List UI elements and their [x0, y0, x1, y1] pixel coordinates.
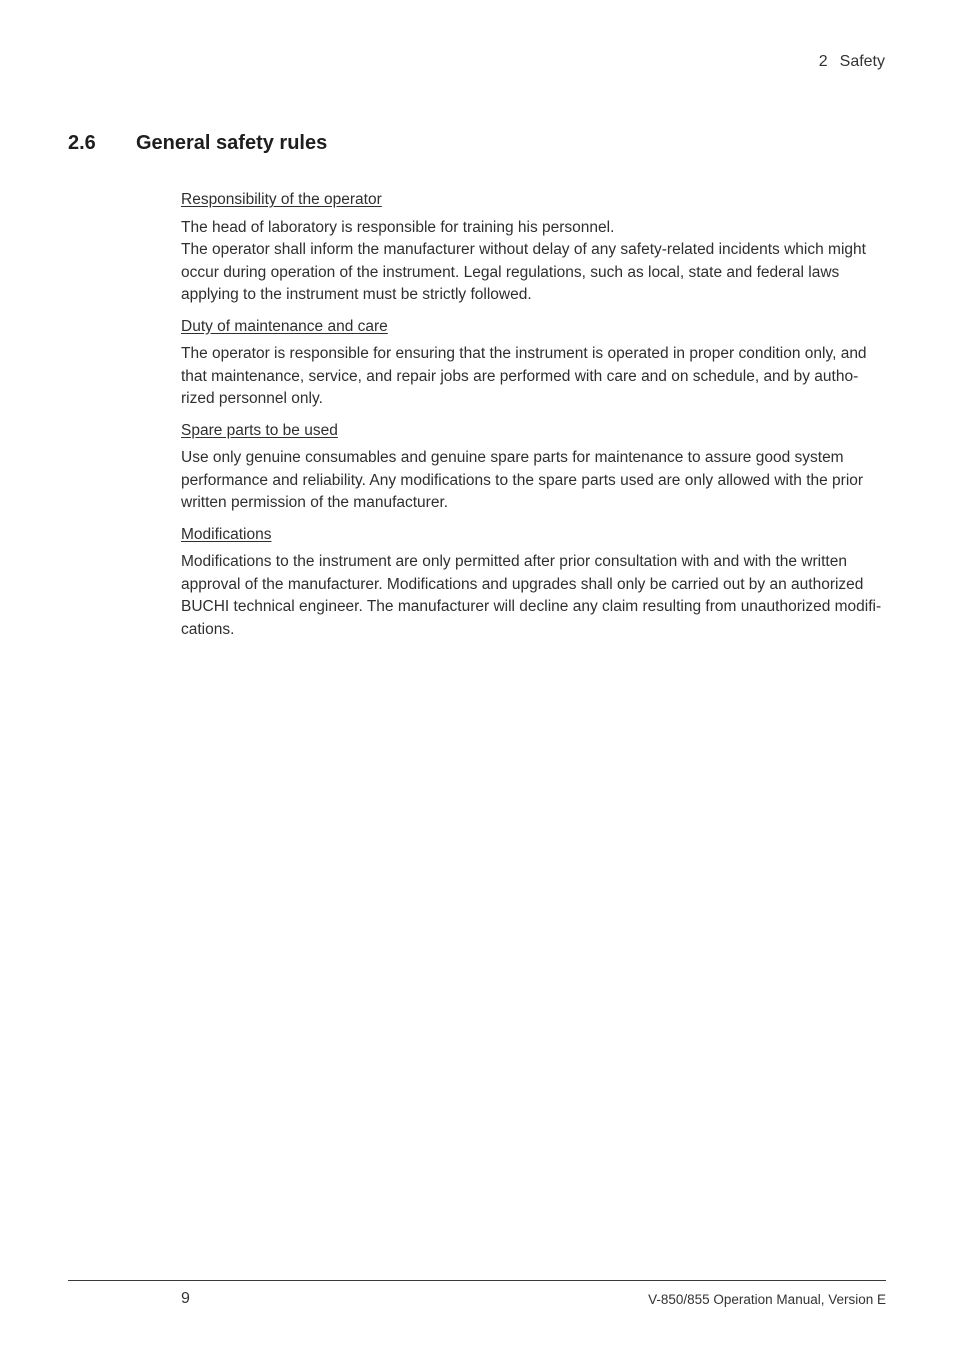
text-line: approval of the manufacturer. Modifications and upgrades shall only be carried out by an authorized [181, 575, 864, 593]
text-line: rized personnel only. [181, 390, 323, 407]
text-line: cations. [181, 620, 235, 638]
paragraph-spare-parts [181, 447, 886, 515]
paragraph-maintenance [181, 343, 886, 411]
text-line: performance and reliability. Any modifications to the spare parts used are only allowed with the prior [181, 471, 864, 489]
footer-document-title: V-850/855 Operation Manual, Version E [648, 1292, 886, 1307]
block-modifications [181, 524, 886, 642]
paragraph-responsibility [181, 217, 886, 307]
paragraph-modifications [181, 551, 886, 641]
block-duty-of-maintenance [181, 316, 886, 411]
text-line: The operator shall inform the manufacturer without delay of any safety-related incidents which might [181, 241, 866, 258]
text-line: applying to the instrument must be strictly followed. [181, 286, 532, 303]
section-heading [68, 132, 327, 155]
text-line: written permission of the manufacturer. [181, 494, 449, 511]
subheading-maintenance: Duty of maintenance and care [181, 317, 388, 335]
subheading-spare-parts: Spare parts to be used [181, 421, 338, 439]
text-line: occur during operation of the instrument. Legal regulations, such as local, state and federal laws [181, 263, 840, 281]
text-line: that maintenance, service, and repair jobs are performed with care and on schedule, and by autho- [181, 367, 859, 385]
text-line: The head of laboratory is responsible for training his personnel. [181, 218, 615, 236]
block-responsibility-of-operator [181, 189, 886, 307]
text-line: BUCHI technical engineer. The manufacturer will decline any claim resulting from unauthorized modifi- [181, 598, 882, 615]
footer-divider [68, 1280, 886, 1281]
chapter-number: 2 [818, 53, 828, 70]
section-title: General safety rules [136, 132, 328, 154]
chapter-title: Safety [839, 53, 885, 70]
page-number: 9 [181, 1290, 190, 1307]
text-line: The operator is responsible for ensuring that the instrument is operated in proper condition only, and [181, 345, 867, 362]
text-line: Modifications to the instrument are only permitted after prior consultation with and with the written [181, 553, 847, 570]
running-header [819, 53, 885, 71]
block-spare-parts [181, 420, 886, 515]
subheading-modifications: Modifications [181, 525, 272, 543]
section-number: 2.6 [68, 132, 96, 154]
text-line: Use only genuine consumables and genuine spare parts for maintenance to assure good system [181, 449, 844, 466]
subheading-responsibility: Responsibility of the operator [181, 191, 382, 208]
section-body [181, 189, 886, 650]
